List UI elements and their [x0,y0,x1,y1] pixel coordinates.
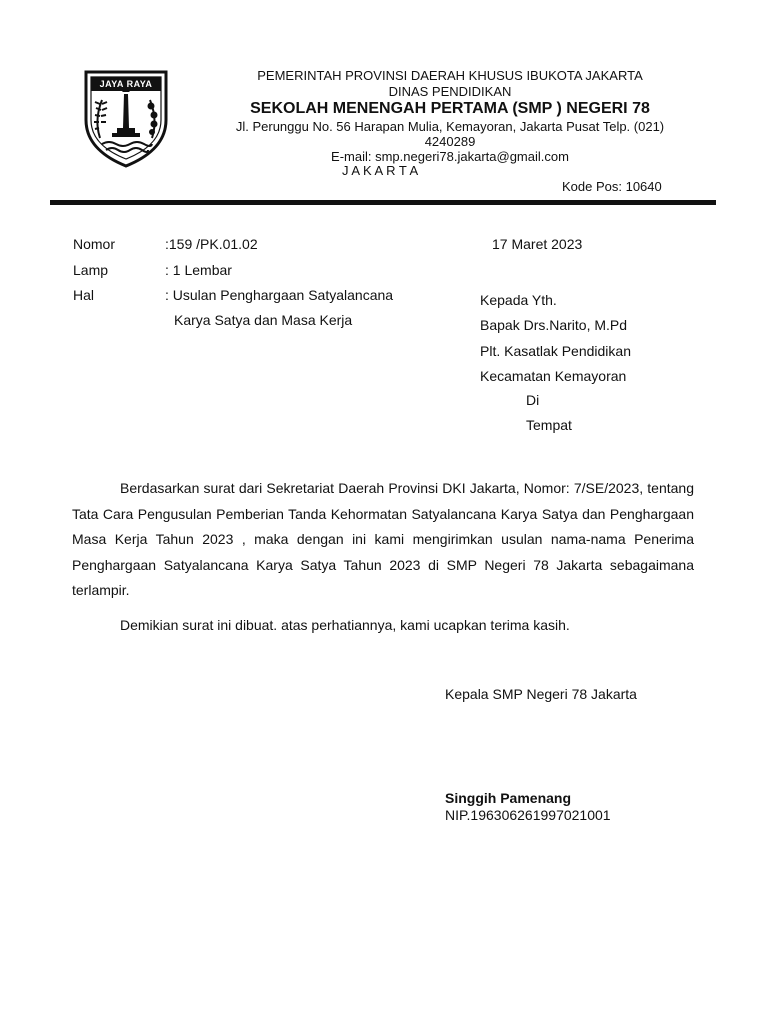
hal-value: : Usulan Penghargaan Satyalancana [165,287,394,303]
hal-value-continued: Karya Satya dan Masa Kerja [174,312,353,328]
recipient-di: Di [526,392,540,408]
recipient-name: Bapak Drs.Narito, M.Pd [480,317,628,333]
letter-date: 17 Maret 2023 [492,236,583,252]
recipient-district: Kecamatan Kemayoran [480,368,627,384]
signatory-name: Singgih Pamenang [445,790,572,806]
government-line: PEMERINTAH PROVINSI DAERAH KHUSUS IBUKOTA JAKARTA [257,68,643,83]
school-city: J A K A R T A [342,163,419,178]
body-paragraph-1: Berdasarkan surat dari Sekretariat Daerah Provinsi DKI Jakarta, Nomor: 7/SE/2023, tentang Tata Cara Pengusulan Pemberian Tanda Kehormatan Satyalancana Karya Satya dan Penghargaan Masa Kerja Tahun 2023 , maka dengan ini kami mengirimkan usulan nama-nama Penerima Penghargaan Satyalancana Karya Satya Tahun 2023 di SMP Negeri 78 Jakarta sebagaimana terlampir. [72,480,694,598]
lamp-value: : 1 Lembar [165,262,232,278]
jaya-raya-crest [80,68,172,168]
letterhead-divider [50,200,716,205]
school-phone: 4240289 [424,134,476,149]
recipient-salutation: Kepada Yth. [480,292,557,308]
school-address: Jl. Perunggu No. 56 Harapan Mulia, Kemayoran, Jakarta Pusat Telp. (021) [235,119,665,134]
recipient-position: Plt. Kasatlak Pendidikan [480,343,631,359]
postal-code: Kode Pos: 10640 [562,179,662,194]
recipient-place: Tempat [526,417,572,433]
lamp-label: Lamp [73,262,109,278]
body-paragraph-2: Demikian surat ini dibuat. atas perhatiannya, kami ucapkan terima kasih. [120,617,570,633]
school-name: SEKOLAH MENENGAH PERTAMA (SMP ) NEGERI 78 [250,100,650,117]
hal-label: Hal [73,287,95,303]
signatory-title: Kepala SMP Negeri 78 Jakarta [445,686,637,702]
department-line: DINAS PENDIDIKAN [388,84,512,99]
school-email: E-mail: smp.negeri78.jakarta@gmail.com [331,149,569,164]
crest-banner-text: JAYA RAYA [99,79,153,89]
nomor-value: :159 /PK.01.02 [165,236,258,252]
signatory-nip: NIP.196306261997021001 [445,807,611,823]
nomor-label: Nomor [73,236,116,252]
